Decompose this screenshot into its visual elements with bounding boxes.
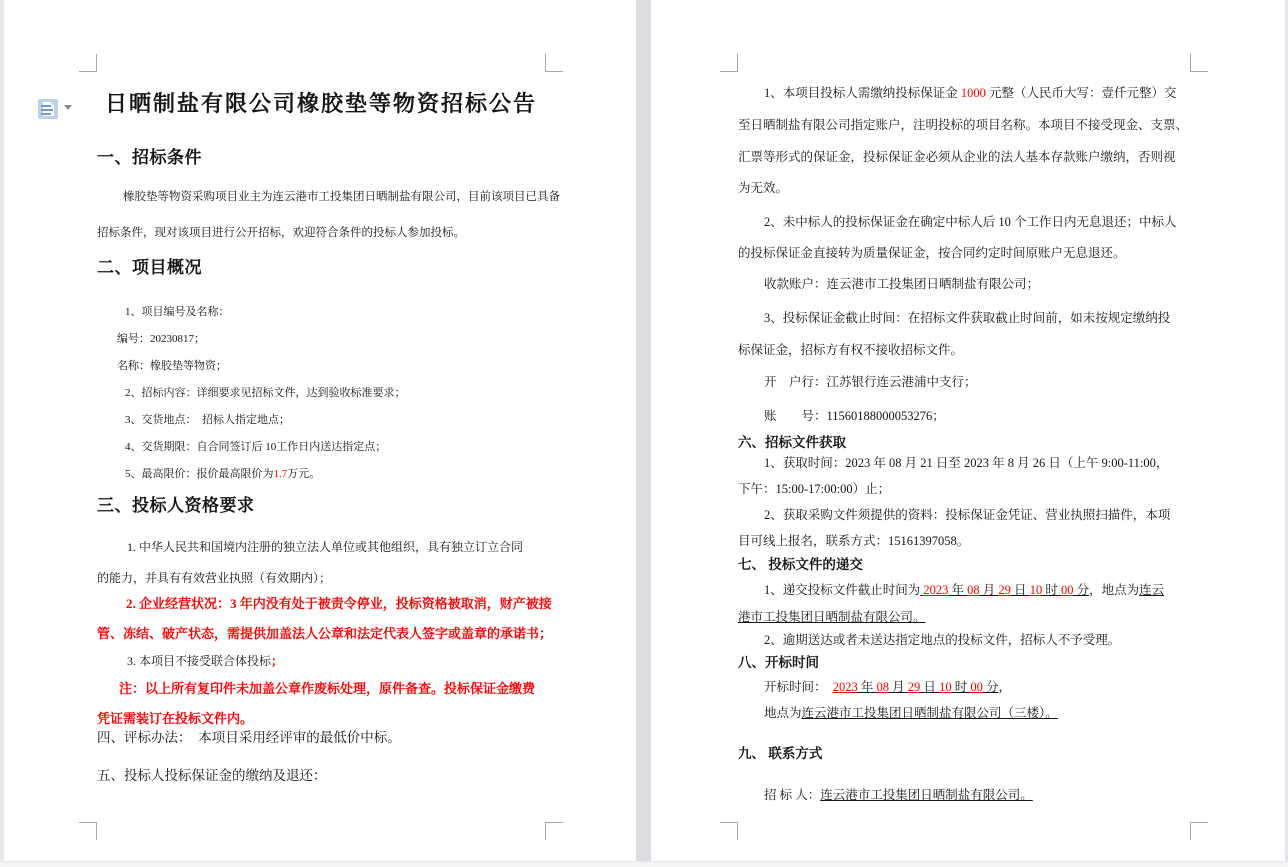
page-gutter: [636, 0, 651, 861]
list-item: 4、交货期限：自合同签订后 10工作日内送达指定点；: [125, 441, 387, 453]
margin-mark-top-right: [1190, 54, 1208, 72]
paragraph-line: 3. 本项目不接受联合体投标；: [127, 654, 284, 668]
deadline-line: 1、递交投标文件截止时间为 2023 年 08 月 29 日 10 时 00 分，地点为连云: [764, 583, 1165, 597]
account-line: 账 号：11560188000053276；: [764, 409, 945, 423]
page-2[interactable]: [651, 0, 1288, 861]
section-7-heading: 七、 投标文件的递交: [738, 557, 863, 572]
paragraph-line: 招标条件，现对该项目进行公开招标，欢迎符合条件的投标人参加投标。: [97, 227, 465, 239]
paragraph-line: 下午：15:00-17:00:00）止；: [738, 482, 891, 496]
paragraph-line: 汇票等形式的保证金，投标保证金必须从企业的法人基本存款账户缴纳，否则视: [738, 150, 1176, 164]
margin-mark-bottom-right: [545, 822, 563, 840]
paragraph-line: 目可线上报名，联系方式：15161397058。: [738, 534, 970, 548]
opening-time-line: 开标时间： 2023 年 08 月 29 日 10 时 00 分，: [764, 680, 1011, 694]
list-item: 名称：橡胶垫等物资；: [117, 360, 227, 372]
paragraph-line: 收款账户：连云港市工投集团日晒制盐有限公司；: [764, 277, 1040, 291]
list-item: 2、招标内容：详细要求见招标文件，达到验收标准要求；: [125, 387, 406, 399]
paragraph-line: 的能力，并具有有效营业执照（有效期内）；: [97, 571, 332, 585]
section-3-heading: 三、投标人资格要求: [97, 496, 255, 515]
deadline-year: 2023: [923, 583, 949, 597]
paste-options-button[interactable]: [38, 99, 72, 121]
opening-year: 2023: [832, 680, 858, 694]
deadline-hour: 10: [1029, 583, 1043, 597]
deposit-amount: 1000: [960, 86, 986, 100]
paragraph-line: 的投标保证金直接转为质量保证金，按合同约定时间原账户无息退还。: [738, 246, 1126, 260]
section-2-heading: 二、项目概况: [97, 258, 202, 277]
red-note-line: 注：以上所有复印件未加盖公章作废标处理，原件备查。投标保证金缴费: [119, 681, 536, 696]
max-price-value: 1.7: [273, 468, 288, 480]
opening-minute: 00: [970, 680, 983, 694]
opening-day: 29: [907, 680, 921, 694]
paragraph-line: 1、获取时间：2023 年 08 月 21 日至 2023 年 8 月 26 日（上午 9:00-11:00，: [764, 456, 1169, 470]
page-1[interactable]: [0, 0, 636, 861]
red-note-line: 管、冻结、破产状态，需提供加盖法人公章和法定代表人签字或盖章的承诺书；: [97, 626, 553, 641]
paragraph-line: 2、逾期送达或者未送达指定地点的投标文件，招标人不予受理。: [764, 633, 1121, 647]
list-item: 5、最高限价：报价最高限价为1.7万元。: [125, 468, 321, 480]
tenderer-name: 连云港市工投集团日晒制盐有限公司。: [820, 788, 1033, 802]
list-item: 3、交货地点： 招标人指定地点；: [125, 414, 290, 426]
paragraph-line: 标保证金，招标方有权不接收招标文件。: [738, 343, 964, 357]
section-8-heading: 八、开标时间: [738, 655, 819, 670]
paragraph-line: 1、本项目投标人需缴纳投标保证金 1000 元整（人民币大写：壹仟元整）交: [764, 86, 1177, 100]
margin-mark-bottom-right: [1190, 822, 1208, 840]
bank-line: 开 户行：江苏银行连云港浦中支行；: [764, 375, 977, 389]
paragraph-line: 橡胶垫等物资采购项目业主为连云港市工投集团日晒制盐有限公司，目前该项目已具备: [123, 191, 560, 203]
section-6-heading: 六、招标文件获取: [738, 435, 846, 450]
red-note-line: 凭证需装订在投标文件内。: [97, 711, 254, 726]
deadline-month: 08: [967, 583, 980, 597]
dropdown-caret-icon: [64, 105, 72, 110]
tenderer-line: 招 标 人：连云港市工投集团日晒制盐有限公司。: [764, 788, 1033, 802]
deadline-day: 29: [998, 583, 1011, 597]
section-1-heading: 一、招标条件: [97, 148, 202, 167]
paragraph-line: 3、投标保证金截止时间：在招标文件获取截止时间前，如未按规定缴纳投: [764, 311, 1171, 325]
opening-location-line: 地点为连云港市工投集团日晒制盐有限公司（三楼）。: [764, 706, 1058, 720]
window-left-edge: [0, 0, 4, 861]
paragraph-line: 1. 中华人民共和国境内注册的独立法人单位或其他组织，具有独立订立合同: [127, 540, 524, 554]
paragraph-line: 2、获取采购文件须提供的资料：投标保证金凭证、营业执照扫描件，本项: [764, 508, 1171, 522]
margin-mark-top-left: [79, 54, 97, 72]
opening-month: 08: [876, 680, 890, 694]
section-5-line: 五、投标人投标保证金的缴纳及退还：: [97, 768, 327, 783]
margin-mark-top-left: [720, 54, 738, 72]
margin-mark-bottom-left: [79, 822, 97, 840]
paste-clipboard-icon: [38, 99, 58, 119]
list-item: 编号：20230817；: [117, 333, 205, 345]
margin-mark-top-right: [545, 54, 563, 72]
document-title: 日晒制盐有限公司橡胶垫等物资招标公告: [104, 91, 537, 116]
red-note-line: 2. 企业经营状况：3 年内没有处于被责令停业，投标资格被取消，财产被接: [126, 596, 552, 611]
paragraph-line: 为无效。: [738, 181, 789, 195]
paragraph-line: 至日晒制盐有限公司指定账户，注明投标的项目名称。本项目不接受现金、支票、: [738, 118, 1189, 132]
section-4-line: 四、评标办法： 本项目采用经评审的最低价中标。: [97, 730, 401, 745]
opening-hour: 10: [939, 680, 952, 694]
paragraph-line: 2、未中标人的投标保证金在确定中标人后 10 个工作日内无息退还；中标人: [764, 215, 1177, 229]
deadline-location-line: 港市工投集团日晒制盐有限公司。: [738, 610, 926, 624]
margin-mark-bottom-left: [720, 822, 738, 840]
section-9-heading: 九、 联系方式: [738, 746, 823, 761]
deadline-minute: 00: [1060, 583, 1074, 597]
list-item: 1、项目编号及名称：: [125, 306, 230, 318]
horizontal-scrollbar-track[interactable]: [0, 861, 1288, 867]
